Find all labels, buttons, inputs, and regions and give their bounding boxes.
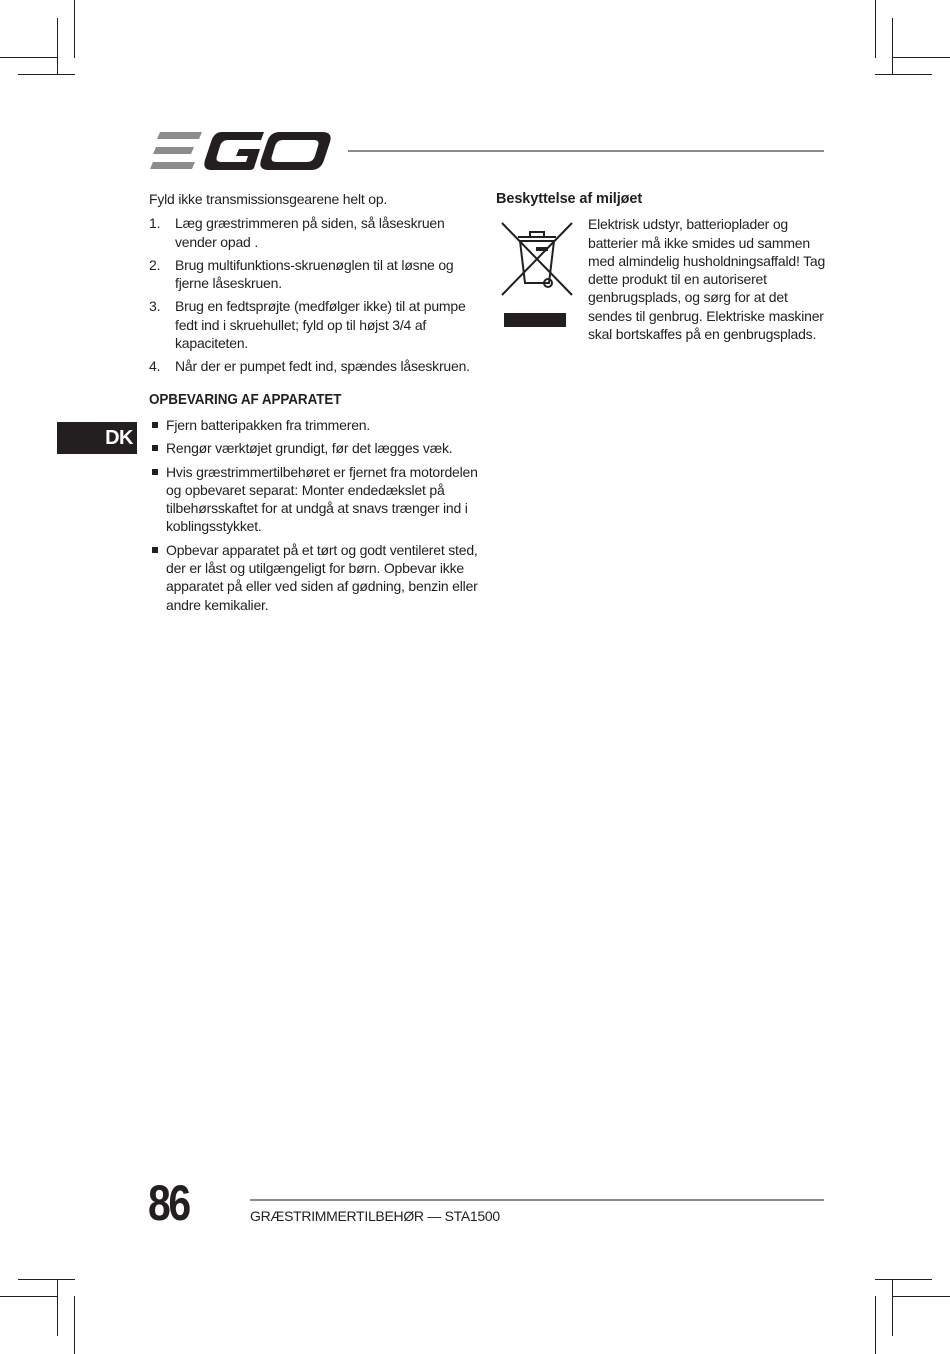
crop-mark [892, 57, 950, 58]
left-column [149, 190, 479, 619]
list-item [149, 439, 479, 457]
bullet-text: Opbevar apparatet på et tørt og godt ventileret sted, der er låst og utilgængeligt for børn. Opbevar ikke apparatet på eller ved siden af gødning, benzin eller andre kemikalier. [166, 541, 478, 613]
intro-text: Fyld ikke transmissionsgearene helt op. [149, 191, 388, 207]
crop-mark [0, 1296, 58, 1297]
crop-mark [18, 74, 75, 75]
bullet-square-icon [152, 445, 158, 451]
crop-mark [892, 1279, 893, 1336]
environment-heading: Beskyttelse af miljøet [496, 191, 643, 207]
list-item [149, 256, 479, 293]
crop-mark [18, 1279, 75, 1280]
step-number: 4. [149, 358, 161, 375]
list-item [149, 541, 479, 614]
environment-section [496, 215, 831, 343]
list-item [149, 214, 479, 251]
step-text: Brug en fedtsprøjte (medfølger ikke) til at pumpe fedt ind i skruehullet; fyld op til højst 3/4 af kapaciteten. [175, 298, 466, 352]
header-rule [348, 150, 824, 152]
crop-mark [74, 0, 75, 58]
storage-list [149, 416, 479, 614]
list-item [149, 357, 479, 375]
bullet-text: Hvis græstrimmertilbehøret er fjernet fra motordelen og opbevaret separat: Monter endedækslet på tilbehørsskaftet for at undgå at snavs trænger ind i koblingsstykket. [166, 463, 478, 535]
footer-rule [250, 1199, 824, 1201]
step-text: Brug multifunktions-skruenøglen til at løsne og fjerne låseskruen. [175, 256, 454, 292]
crop-mark [875, 1296, 876, 1354]
environment-text: Elektrisk udstyr, batterioplader og batterier må ikke smides ud sammen med almindelig husholdningsaffald! Tag dette produkt til en autoriseret genbrugsplads, og sørg for at det sendes til genbrug. Elektriske maskiner skal bortskaffes på en genbrugsplads. [588, 216, 826, 343]
crop-mark [57, 1279, 58, 1336]
list-item [149, 416, 479, 434]
bullet-square-icon [152, 422, 158, 428]
bullet-square-icon [152, 547, 158, 553]
crop-mark [57, 18, 58, 75]
page-number: 86 [148, 1175, 189, 1231]
bullet-text: Rengør værktøjet grundigt, før det lægges væk. [166, 440, 453, 457]
crop-mark [892, 18, 893, 75]
crop-mark [892, 1296, 950, 1297]
step-text: Når der er pumpet fedt ind, spændes låseskruen. [175, 358, 470, 375]
crop-mark [74, 1296, 75, 1354]
storage-heading: OPBEVARING AF APPARATET [149, 391, 342, 408]
list-item [149, 297, 479, 352]
crop-mark [0, 57, 58, 58]
ego-logo [150, 130, 332, 172]
step-number: 3. [149, 298, 161, 315]
right-column [496, 190, 831, 343]
step-text: Læg græstrimmeren på siden, så låseskruen vender opad . [175, 215, 445, 250]
step-number: 2. [149, 256, 161, 273]
crossed-out-wheelie-bin-icon [498, 219, 574, 327]
bullet-text: Fjern batteripakken fra trimmeren. [166, 416, 371, 433]
crop-mark [875, 74, 932, 75]
crop-mark [875, 1279, 932, 1280]
footer-title: GRÆSTRIMMERTILBEHØR — STA1500 [250, 1208, 500, 1224]
list-item [149, 463, 479, 536]
steps-list [149, 214, 479, 375]
crop-mark [875, 0, 876, 58]
language-tab: DK [57, 422, 137, 454]
step-number: 1. [149, 215, 161, 232]
bullet-square-icon [152, 469, 158, 475]
